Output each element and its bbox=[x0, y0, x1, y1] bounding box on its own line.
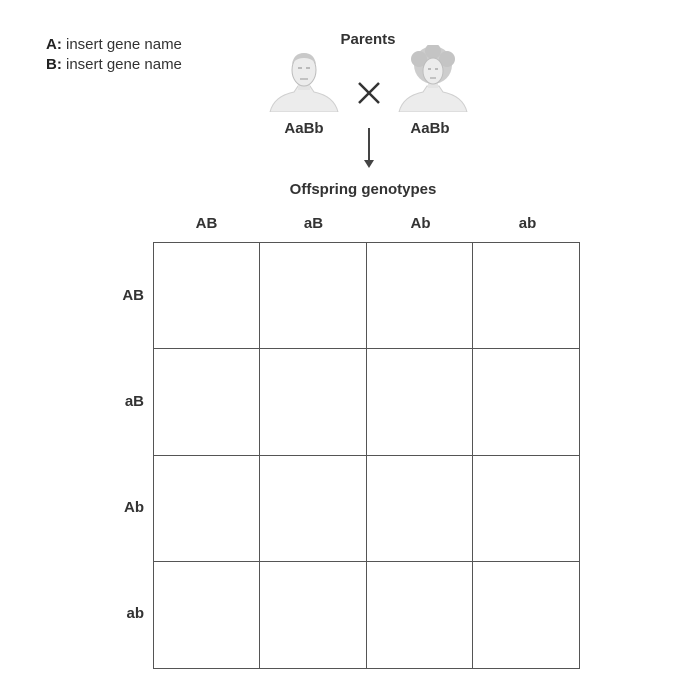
offspring-title: Offspring genotypes bbox=[289, 181, 437, 198]
gene-legend bbox=[46, 35, 182, 75]
punnett-cell[interactable] bbox=[473, 243, 579, 349]
punnett-cell[interactable] bbox=[473, 349, 579, 455]
punnett-cell[interactable] bbox=[154, 562, 260, 668]
row-header: AB bbox=[122, 287, 144, 304]
row-header: Ab bbox=[124, 499, 144, 516]
legend-item-a bbox=[46, 35, 182, 55]
punnett-cell[interactable] bbox=[473, 456, 579, 562]
legend-text: insert gene name bbox=[61, 36, 182, 53]
punnett-cell[interactable] bbox=[260, 562, 366, 668]
column-header: AB bbox=[195, 215, 218, 232]
cross-icon bbox=[356, 80, 382, 106]
legend-key: B: bbox=[46, 56, 62, 73]
punnett-cell[interactable] bbox=[260, 349, 366, 455]
punnett-cell[interactable] bbox=[367, 456, 473, 562]
punnett-cell[interactable] bbox=[260, 243, 366, 349]
punnett-cell[interactable] bbox=[473, 562, 579, 668]
legend-text: insert gene name bbox=[61, 56, 182, 73]
punnett-cell[interactable] bbox=[367, 562, 473, 668]
column-header: ab bbox=[518, 215, 537, 232]
female-person-icon bbox=[397, 45, 469, 112]
punnett-cell[interactable] bbox=[367, 349, 473, 455]
punnett-square bbox=[153, 242, 580, 669]
row-header: ab bbox=[126, 605, 144, 622]
punnett-cell[interactable] bbox=[260, 456, 366, 562]
parents-title: Parents bbox=[340, 31, 396, 48]
punnett-cell[interactable] bbox=[154, 349, 260, 455]
column-header: aB bbox=[303, 215, 324, 232]
punnett-cell[interactable] bbox=[154, 243, 260, 349]
down-arrow-icon bbox=[368, 128, 370, 162]
legend-item-b bbox=[46, 55, 182, 75]
row-header: aB bbox=[124, 393, 144, 410]
punnett-cell[interactable] bbox=[367, 243, 473, 349]
arrowhead-icon bbox=[364, 160, 374, 168]
male-person-icon bbox=[268, 50, 340, 112]
parent2-genotype: AaBb bbox=[410, 120, 450, 137]
punnett-cell[interactable] bbox=[154, 456, 260, 562]
column-header: Ab bbox=[410, 215, 431, 232]
legend-key: A: bbox=[46, 36, 62, 53]
parent1-genotype: AaBb bbox=[284, 120, 324, 137]
